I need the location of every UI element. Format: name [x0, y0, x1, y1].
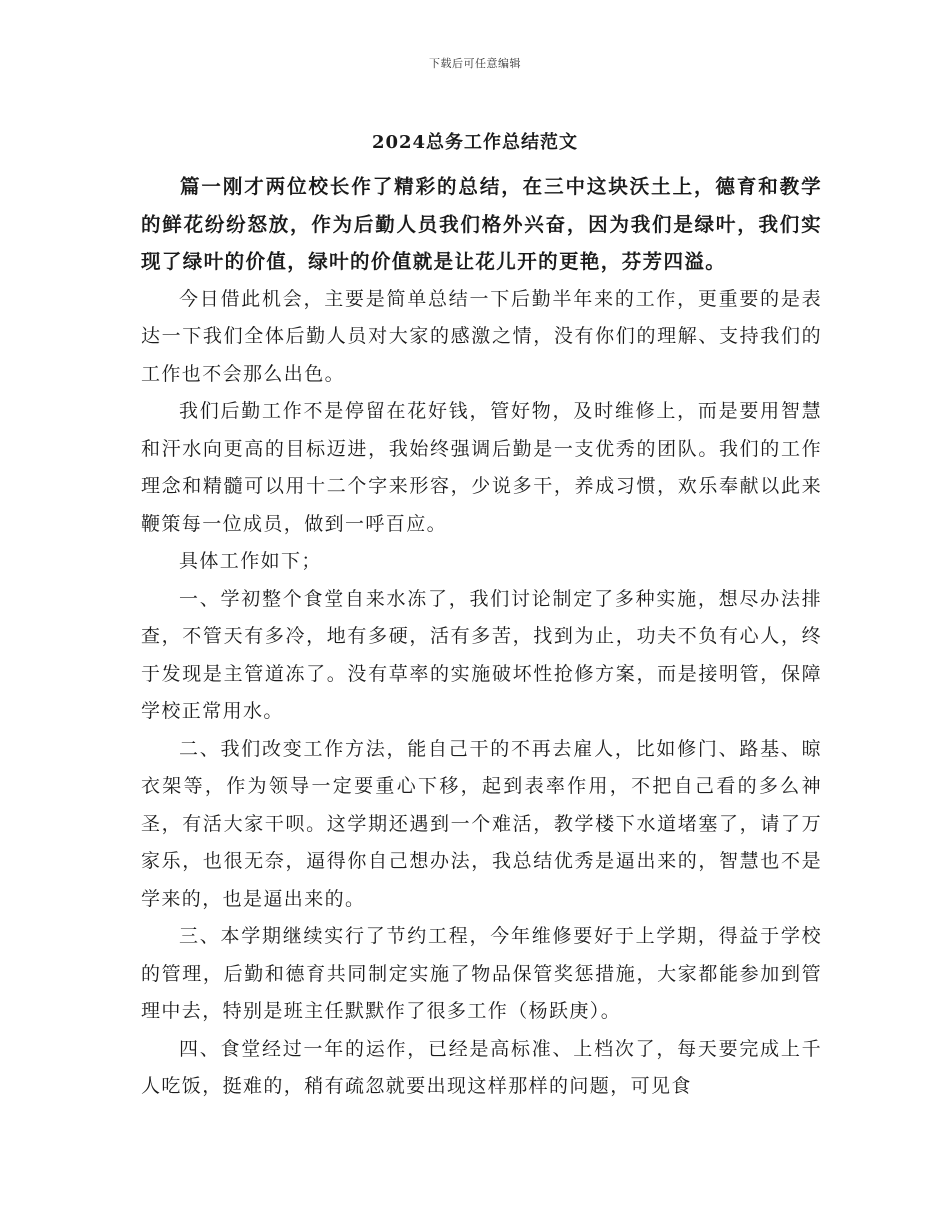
paragraph: 三、本学期继续实行了节约工程，今年维修要好于上学期，得益于学校的管理，后勤和德育共同制定实施了物品保管奖惩措施，大家都能参加到管理中去，特别是班主任默默作了很多工作（杨跃庚）。	[141, 925, 822, 1022]
paragraph: 我们后勤工作不是停留在花好钱，管好物，及时维修上，而是要用智慧和汗水向更高的目标迈进，我始终强调后勤是一支优秀的团队。我们的工作理念和精髓可以用十二个字来形容，少说多干，养成习惯，欢乐奉献以此来鞭策每一位成员，做到一呼百应。	[141, 400, 822, 535]
paragraph-lead: 篇一刚才两位校长作了精彩的总结，在三中这块沃土上，德育和教学的鲜花纷纷怒放，作为后勤人员我们格外兴奋，因为我们是绿叶，我们实现了绿叶的价值，绿叶的价值就是让花儿开的更艳，芬芳四溢。	[141, 175, 822, 273]
paragraph: 今日借此机会，主要是简单总结一下后勤半年来的工作，更重要的是表达一下我们全体后勤人员对大家的感激之情，没有你们的理解、支持我们的工作也不会那么出色。	[141, 287, 822, 385]
document-body	[141, 168, 822, 1106]
paragraph: 具体工作如下；	[179, 550, 322, 572]
paragraph: 四、食堂经过一年的运作，已经是高标准、上档次了，每天要完成上千人吃饭，挺难的，稍有疏忽就要出现这样那样的问题，可见食	[141, 1037, 822, 1097]
document-title: 2024总务工作总结范文	[371, 132, 579, 153]
paragraph: 一、学初整个食堂自来水冻了，我们讨论制定了多种实施，想尽办法排查，不管天有多冷，地有多硬，活有多苦，找到为止，功夫不负有心人，终于发现是主管道冻了。没有草率的实施破坏性抢修方案，而是接明管，保障学校正常用水。	[141, 587, 822, 722]
header-note: 下载后可任意编辑	[429, 57, 521, 70]
paragraph: 二、我们改变工作方法，能自己干的不再去雇人，比如修门、路基、晾衣架等，作为领导一定要重心下移，起到表率作用，不把自己看的多么神圣，有活大家干呗。这学期还遇到一个难活，教学楼下水道堵塞了，请了万家乐，也很无奈，逼得你自己想办法，我总结优秀是逼出来的，智慧也不是学来的，也是逼出来的。	[141, 737, 822, 910]
